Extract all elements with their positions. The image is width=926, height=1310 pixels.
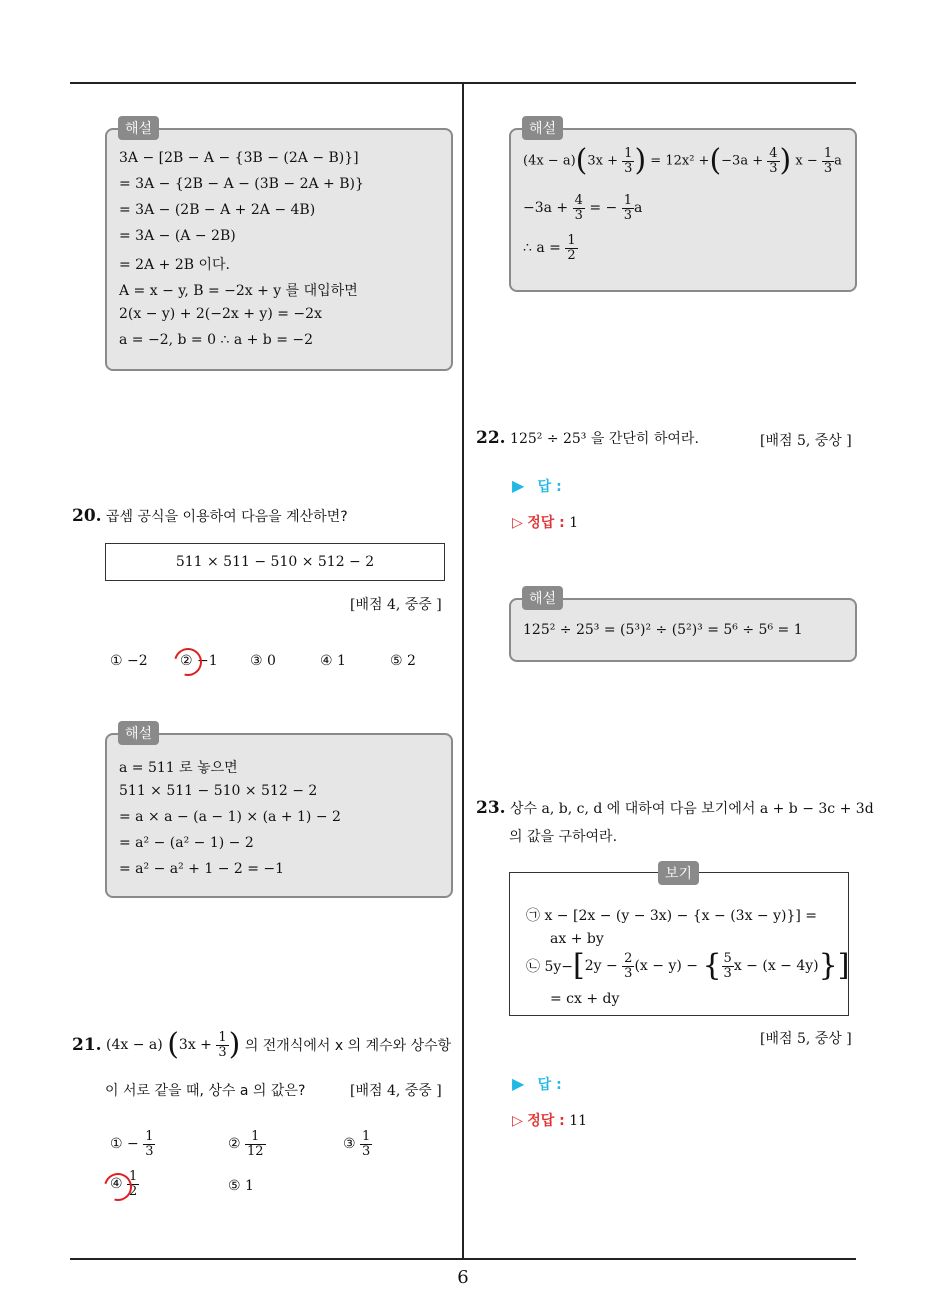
question-text: 상수 a, b, c, d 에 대하여 다음 보기에서 a + b − 3c + 3d [510, 801, 874, 817]
frac-num: 1 [623, 193, 633, 208]
frac-num: 1 [362, 1129, 371, 1144]
expr-in: 3x + [178, 1037, 212, 1053]
answer-label: 답 : [537, 1077, 562, 1093]
frac-den: 2 [567, 247, 576, 263]
bogi-item-2: ㉡ 5y−[2y − $\frac{2}{3}$ (x − y) − { $\frac{5}{3}$ x − (x − 4y)}] [526, 948, 850, 983]
sol-line: (4x − a)(3x + $\frac{1}{3}$ ) = 12x² +(−3a + $\frac{4}{3}$ ) x − $\frac{1}{3}$ a [523, 143, 842, 178]
choice-label: ③ [343, 1136, 356, 1153]
frac-den: 3 [624, 965, 633, 981]
sol-line: = a² − a² + 1 − 2 = −1 [119, 861, 285, 877]
choice-1[interactable]: ① −2 [110, 653, 148, 669]
sol-line: = 2A + 2B 이다. [119, 257, 230, 273]
sol-part: 3x + [587, 153, 619, 169]
bogi-item-1b: ax + by [550, 931, 604, 947]
sol-line: = 3A − (2B − A + 2A − 4B) [119, 202, 316, 218]
answer-label: 답 : [537, 479, 562, 495]
frac-num: 1 [129, 1169, 138, 1184]
bogi-item-2b: = cx + dy [550, 991, 620, 1007]
frac-num: 1 [145, 1129, 154, 1144]
item-part: x − (x − 4y) [733, 958, 819, 974]
correct-answer-line [512, 1110, 587, 1130]
q19-solution-box [105, 128, 453, 371]
frac-num: 1 [218, 1029, 227, 1045]
q20-question [72, 506, 348, 526]
sol-part: a [634, 200, 643, 217]
sol-line: 2(x − y) + 2(−2x + y) = −2x [119, 306, 322, 322]
question-text: 125² ÷ 25³ 을 간단히 하여라. [510, 431, 699, 447]
q22-question [476, 428, 699, 448]
sol-part: ∴ a = [523, 240, 561, 257]
sol-line: a = 511 로 놓으면 [119, 760, 238, 776]
choice-3[interactable] [343, 1130, 372, 1158]
correct-label: 정답 : [527, 515, 565, 531]
sol-line: = a² − (a² − 1) − 2 [119, 835, 254, 851]
sol-part: (4x − a) [523, 153, 576, 169]
choice-label: ① − [110, 1136, 139, 1153]
frac-den: 3 [574, 207, 583, 223]
q23-question [476, 798, 874, 818]
q20-expression-box [105, 543, 445, 581]
choice-2[interactable] [228, 1130, 266, 1158]
sol-line [523, 194, 642, 222]
frac-den: 3 [218, 1044, 227, 1060]
play-icon: ▶ [512, 1074, 525, 1093]
sol-line: A = x − y, B = −2x + y 를 대입하면 [119, 283, 358, 299]
question-number: 20. [72, 506, 102, 526]
score-label: [배점 4, 중중 ] [350, 1083, 442, 1099]
choice-1[interactable] [110, 1130, 155, 1158]
sol-line: 511 × 511 − 510 × 512 − 2 [119, 783, 318, 799]
question-number: 21. [72, 1035, 102, 1055]
question-number: 23. [476, 798, 506, 818]
question-text-2: 의 값을 구하여라. [509, 829, 618, 845]
question-text: 곱셈 공식을 이용하여 다음을 계산하면? [106, 509, 348, 525]
question-text: 의 전개식에서 x 의 계수와 상수항 [244, 1038, 452, 1054]
page-number: 6 [457, 1267, 469, 1288]
score-label: [배점 4, 중중 ] [350, 597, 442, 613]
frac-den: 12 [247, 1143, 264, 1159]
bogi-label: 보기 [658, 861, 699, 885]
question-text-2: 이 서로 같을 때, 상수 a 의 값은? [105, 1083, 306, 1099]
frac-num: 2 [624, 950, 633, 966]
sol-part: −3a + [721, 153, 764, 169]
play-icon: ▶ [512, 476, 525, 495]
frac-den: 3 [624, 160, 633, 176]
solution-label: 해설 [522, 116, 563, 140]
q20-solution-box [105, 733, 453, 898]
correct-answer-line [512, 512, 578, 532]
item-part: ㉡ 5y− [526, 959, 573, 975]
sol-part: x − [795, 153, 818, 169]
frac-num: 4 [574, 193, 583, 208]
bogi-item-1: ㉠ x − [2x − (y − 3x) − {x − (3x − y)}] = [526, 908, 818, 924]
frac-den: 3 [623, 207, 633, 223]
correct-value: 11 [569, 1113, 588, 1129]
score-label: [배점 5, 중상 ] [760, 433, 852, 449]
solution-label: 해설 [118, 116, 159, 140]
sol-line [523, 234, 578, 262]
choice-2[interactable]: ② −1 [180, 653, 218, 669]
frac-num: 5 [723, 950, 732, 966]
frac-num: 1 [567, 233, 576, 248]
score-label: [배점 5, 중상 ] [760, 1031, 852, 1047]
expr-left: (4x − a) [106, 1037, 163, 1053]
frac-num: 1 [245, 1130, 266, 1145]
sol-line: 125² ÷ 25³ = (5³)² ÷ (5²)³ = 5⁶ ÷ 5⁶ = 1 [523, 622, 803, 638]
frac-den: 3 [145, 1143, 154, 1159]
choice-4[interactable]: ④ 1 [320, 653, 346, 669]
sol-line: a = −2, b = 0 ∴ a + b = −2 [119, 332, 314, 348]
frac-den: 3 [362, 1143, 371, 1159]
answer-line [512, 476, 562, 496]
sol-part: −3a + [523, 200, 569, 217]
frac-num: 1 [624, 145, 633, 161]
expression: 511 × 511 − 510 × 512 − 2 [175, 554, 375, 570]
sol-line: = a × a − (a − 1) × (a + 1) − 2 [119, 809, 341, 825]
solution-label: 해설 [522, 586, 563, 610]
frac-den: 3 [723, 965, 732, 981]
item-part: 2y − [584, 958, 618, 974]
q21-question: 21. (4x − a) (3x + $\frac{1}{3}$ ) 의 전개식에서 x 의 계수와 상수항 [72, 1027, 452, 1062]
correct-label: 정답 : [527, 1113, 565, 1129]
item-part: (x − y) − [634, 958, 698, 974]
sol-part: = 12x² + [650, 153, 710, 169]
sol-part: a [834, 153, 842, 169]
frac-den: 2 [129, 1183, 138, 1199]
question-number: 22. [476, 428, 506, 448]
bogi-box [509, 872, 849, 1016]
sol-line: = 3A − {2B − A − (3B − 2A + B)} [119, 176, 364, 192]
play-outline-icon: ▷ [512, 1113, 523, 1129]
q21-solution-box [509, 128, 857, 292]
frac-den: 3 [823, 160, 833, 176]
sol-line: = 3A − (A − 2B) [119, 228, 236, 244]
sol-line: 3A − [2B − A − {3B − (2A − B)}] [119, 150, 359, 166]
correct-mark-icon [169, 643, 207, 681]
choice-label: ② [228, 1136, 241, 1153]
column-divider [462, 83, 464, 1259]
play-outline-icon: ▷ [512, 515, 523, 531]
choice-5[interactable]: ⑤ 2 [390, 653, 416, 669]
answer-line [512, 1074, 562, 1094]
choice-label: ④ [110, 1176, 123, 1193]
choice-3[interactable]: ③ 0 [250, 653, 276, 669]
frac-num: 4 [769, 145, 778, 161]
choice-5[interactable]: ⑤ 1 [228, 1178, 254, 1194]
frac-num: 1 [823, 145, 833, 161]
correct-value: 1 [569, 515, 579, 531]
sol-part: = − [589, 200, 618, 217]
frac-den: 3 [769, 160, 778, 176]
solution-label: 해설 [118, 721, 159, 745]
